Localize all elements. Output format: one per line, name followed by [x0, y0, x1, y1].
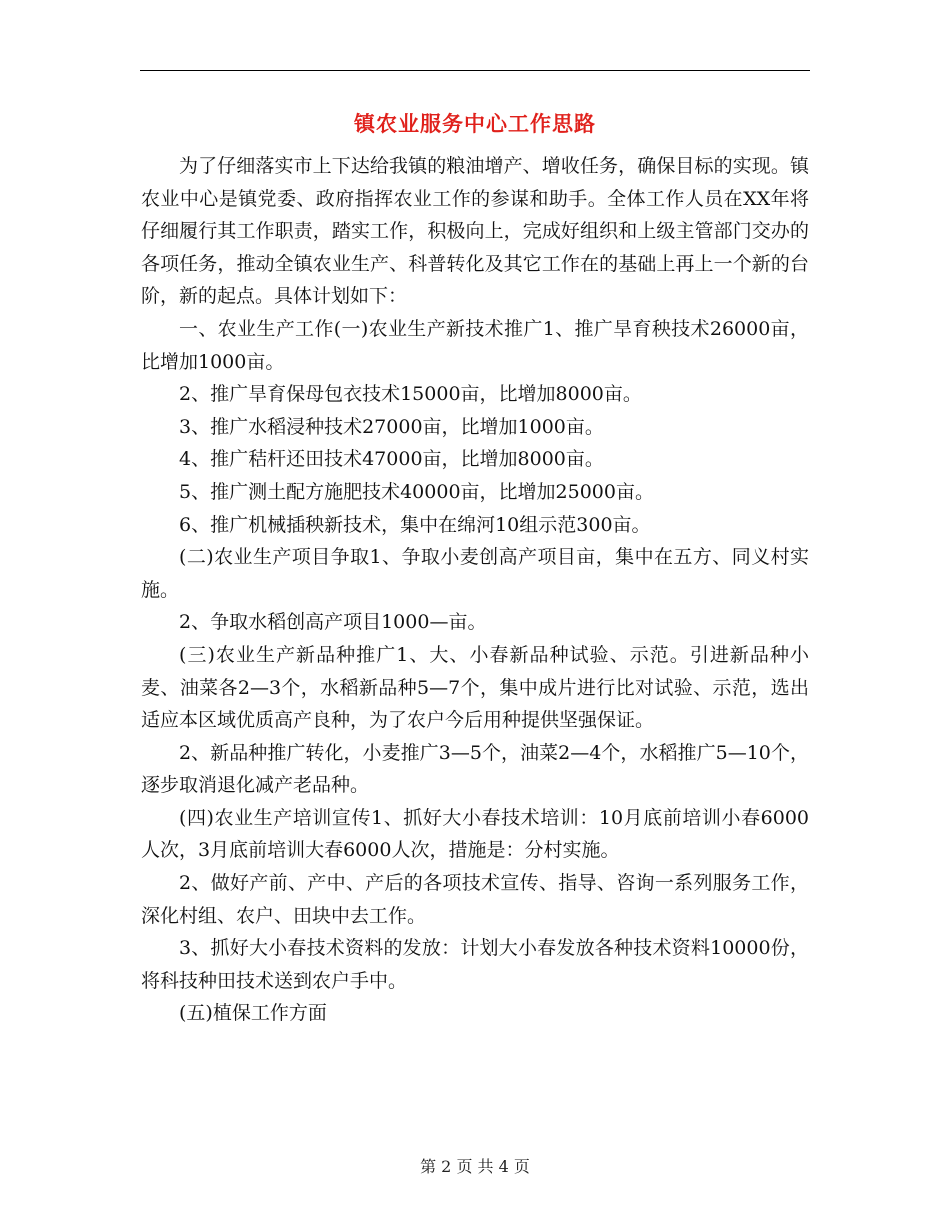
- paragraph-section-4-item-2: 2、做好产前、产中、产后的各项技术宣传、指导、咨询一系列服务工作，深化村组、农户、田块中去工作。: [141, 872, 809, 927]
- paragraph-item-5: 5、推广测土配方施肥技术40000亩，比增加25000亩。: [179, 480, 654, 503]
- paragraph-item-4: 4、推广秸杆还田技术47000亩，比增加8000亩。: [179, 448, 604, 471]
- paragraph-item-2: 2、推广旱育保母包衣技术15000亩，比增加8000亩。: [179, 383, 642, 406]
- page-number-footer: 第 2 页 共 4 页: [420, 1157, 530, 1176]
- paragraph-section-3-item-2: 2、新品种推广转化，小麦推广3—5个，油菜2—4个，水稻推广5—10个，逐步取消退化减产老品种。: [141, 741, 809, 797]
- paragraph-section-1: 一、农业生产工作(一)农业生产新技术推广1、推广旱育秧技术26000亩，比增加1000亩。: [141, 317, 809, 373]
- paragraph-item-3: 3、推广水稻浸种技术27000亩，比增加1000亩。: [179, 415, 604, 438]
- paragraph-section-2-item-2: 2、争取水稻创高产项目1000—亩。: [179, 611, 487, 634]
- paragraph-section-4-item-3: 3、抓好大小春技术资料的发放：计划大小春发放各种技术资料10000份，将科技种田技术送到农户手中。: [141, 937, 809, 992]
- header-rule: [140, 70, 810, 71]
- paragraph-section-5: (五)植保工作方面: [179, 1002, 327, 1025]
- paragraph-item-6: 6、推广机械插秧新技术，集中在绵河10组示范300亩。: [179, 513, 651, 536]
- document-title: 镇农业服务中心工作思路: [354, 112, 596, 136]
- paragraph-intro: 为了仔细落实市上下达给我镇的粮油增产、增收任务，确保目标的实现。镇农业中心是镇党委、政府指挥农业工作的参谋和助手。全体工作人员在XX年将仔细履行其工作职责，踏实工作，积极向上，完成好组织和上级主管部门交办的各项任务，推动全镇农业生产、科普转化及其它工作在的基础上再上一个新的台阶，新的起点。具体计划如下：: [141, 155, 809, 308]
- paragraph-section-3: (三)农业生产新品种推广1、大、小春新品种试验、示范。引进新品种小麦、油菜各2—3个，水稻新品种5—7个，集中成片进行比对试验、示范，选出适应本区域优质高产良种，为了农户今后用种提供坚强保证。: [141, 643, 809, 732]
- paragraph-section-4: (四)农业生产培训宣传1、抓好大小春技术培训：10月底前培训小春6000人次，3月底前培训大春6000人次，措施是：分村实施。: [141, 806, 809, 862]
- paragraph-section-2: (二)农业生产项目争取1、争取小麦创高产项目亩，集中在五方、同义村实施。: [141, 546, 809, 601]
- document-body: [141, 150, 809, 1030]
